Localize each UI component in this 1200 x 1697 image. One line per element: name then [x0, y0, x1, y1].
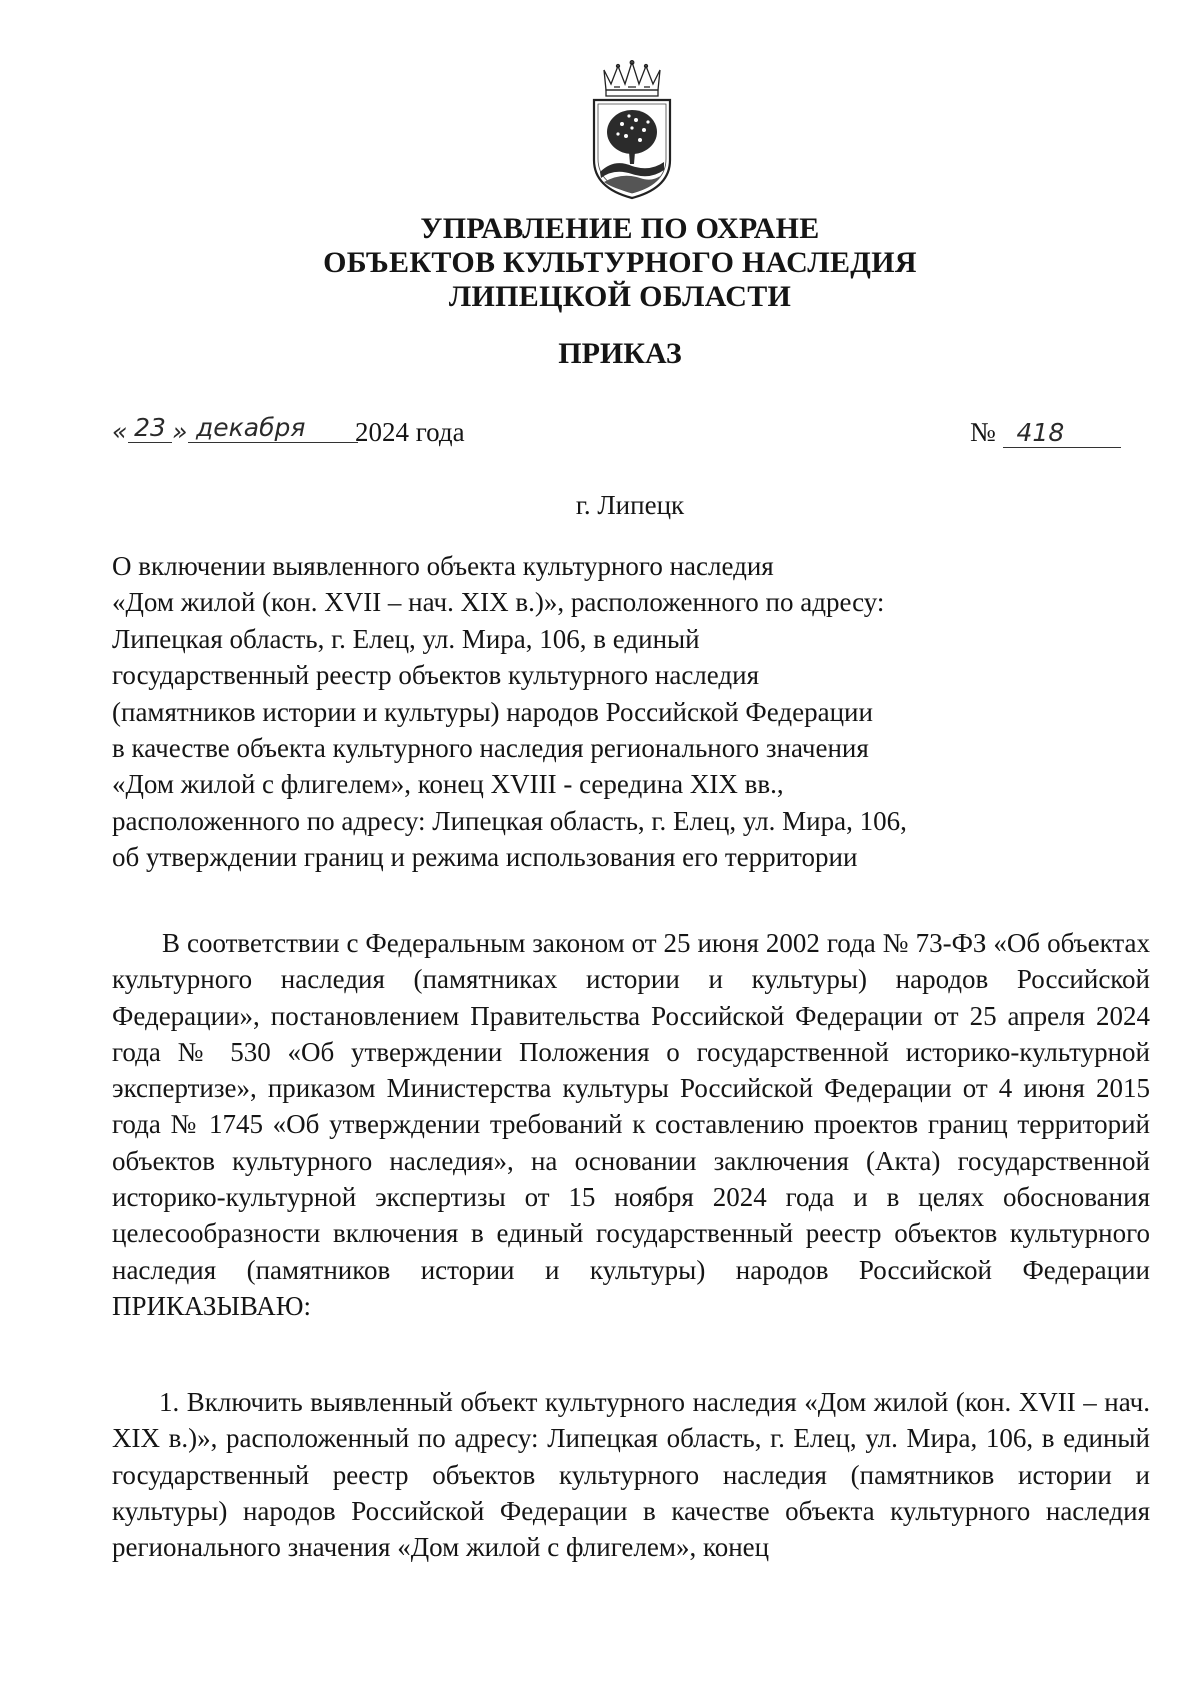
order-subject — [112, 548, 1012, 876]
city-text: г. Липецк — [575, 490, 685, 520]
date-close-quote: » — [172, 417, 188, 446]
agency-header-line-3: ЛИПЕЦКОЙ ОБЛАСТИ — [448, 280, 792, 313]
subject-line: государственный реестр объектов культурного наследия — [112, 660, 760, 691]
date-month-handwritten: декабря — [188, 413, 358, 443]
date-number-line — [112, 413, 1142, 463]
subject-line: «Дом жилой (кон. XVII – нач. XIX в.)», расположенного по адресу: — [112, 587, 885, 618]
order-number-handwritten: 418 — [1003, 418, 1121, 448]
subject-line: «Дом жилой с флигелем», конец XVIII - середина XIX вв., — [112, 769, 784, 800]
subject-line: об утверждении границ и режима использования его территории — [112, 842, 858, 873]
agency-header-line-2: ОБЪЕКТОВ КУЛЬТУРНОГО НАСЛЕДИЯ — [323, 246, 917, 279]
document-type-text: ПРИКАЗ — [558, 337, 682, 370]
number-sign: № — [970, 417, 996, 447]
subject-line: в качестве объекта культурного наследия регионального значения — [112, 733, 869, 764]
order-number — [970, 417, 1121, 448]
agency-header — [0, 212, 1200, 314]
date-year-text: 2024 года — [355, 417, 465, 447]
subject-line: Липецкая область, г. Елец, ул. Мира, 106, в единый — [112, 623, 700, 654]
subject-line: (памятников истории и культуры) народов Российской Федерации — [112, 696, 873, 727]
date-open-quote: « — [112, 417, 128, 446]
city-line — [0, 490, 1200, 521]
lipetsk-coat-of-arms-emblem — [584, 60, 680, 200]
date-day-handwritten: 23 — [128, 413, 172, 443]
subject-line: расположенного по адресу: Липецкая область, г. Елец, ул. Мира, 106, — [112, 805, 907, 836]
preamble-paragraph: В соответствии с Федеральным законом от 25 июня 2002 года № 73-ФЗ «Об объектах культурного наследия (памятниках истории и культуры) народов Российской Федерации», постановлением Правительства Российской Федерации от 25 апреля 2024 года № 530 «Об утверждении Положения о государственной историко-культурной экспертизе», приказом Министерства культуры Российской Федерации от 4 июня 2015 года № 1745 «Об утверждении требований к составлению проектов границ территорий объектов культурного наследия», на основании заключения (Акта) государственной историко-культурной экспертизы от 15 ноября 2024 года и в целях обоснования целесообразности включения в единый государственный реестр объектов культурного наследия (памятников истории и культуры) народов Российской Федерации ПРИКАЗЫВАЮ: — [112, 928, 1150, 1321]
subject-line: О включении выявленного объекта культурного наследия — [112, 551, 774, 581]
agency-header-line-1: УПРАВЛЕНИЕ ПО ОХРАНЕ — [420, 212, 820, 245]
order-item-1-paragraph: 1. Включить выявленный объект культурного наследия «Дом жилой (кон. XVII – нач. XIX в.)», расположенный по адресу: Липецкая область, г. Елец, ул. Мира, 106, в единый государственный реестр объектов культурного наследия (памятников истории и культуры) народов Российской Федерации в качестве объекта культурного наследия регионального значения «Дом жилой с флигелем», конец — [112, 1387, 1150, 1563]
document-type-title — [0, 337, 1200, 371]
